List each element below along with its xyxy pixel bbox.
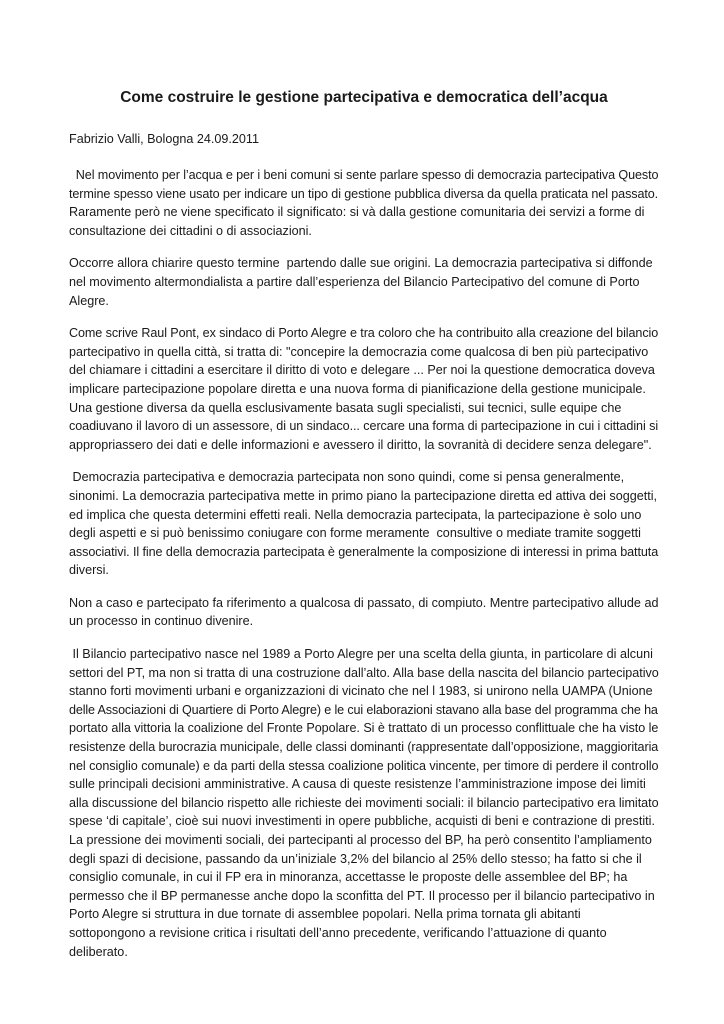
paragraph-line: stanno forti movimenti urbani e organizzazioni di vicinato che nel l 1983, si unirono nella UAMPA (Unione xyxy=(69,684,653,699)
paragraph-line: deliberato. xyxy=(69,944,128,959)
paragraph-line: implicare partecipazione popolare diretta e una nuova forma di pianificazione della gestione municipale. xyxy=(69,381,646,396)
paragraph-line: Non a caso e partecipato fa riferimento a qualcosa di passato, di compiuto. Mentre partecipativo allude ad xyxy=(69,595,659,610)
paragraph-line: Come scrive Raul Pont, ex sindaco di Porto Alegre e tra coloro che ha contribuito alla creazione del bilancio xyxy=(69,326,659,341)
paragraph-line: del chiamare i cittadini a esercitare il diritto di voto e delegare ... Per noi la questione democratica doveva xyxy=(69,363,655,378)
paragraph-line: consultazione dei cittadini o di associazioni. xyxy=(69,223,312,238)
paragraph-line: degli aspetti e si può benissimo coniugare con forme meramente consultive o mediate tramite soggetti xyxy=(69,526,641,541)
paragraph-line: sulle principali decisioni amministrative. A causa di queste resistenze l’amministrazione impose dei limiti xyxy=(69,777,646,792)
paragraphs xyxy=(69,166,659,961)
paragraph-line: resistenze della burocrazia municipale, delle classi dominanti (rappresentate dall’opposizione, maggioritaria xyxy=(69,740,659,755)
paragraph-line: coadiuvano il lavoro di un assessore, di un sindaco... cercare una forma di partecipazione in cui i cittadini si xyxy=(69,419,659,434)
paragraph-line: delle Associazioni di Quartiere di Porto Alegre) e le cui elaborazioni stavano alla base del programma che ha xyxy=(69,702,658,717)
paragraph-line: Raramente però ne viene specificato il significato: si và dalla gestione comunitaria dei servizi a forme di xyxy=(69,205,645,220)
paragraph-line: settori del PT, ma non si tratta di una costruzione dall’alto. Alla base della nascita del bilancio partecipativo xyxy=(69,665,659,680)
paragraph xyxy=(69,468,659,580)
document-title: Come costruire le gestione partecipativa e democratica dell’acqua xyxy=(120,89,608,106)
paragraph-line: nel consiglio comunale) e da parti della stessa coalizione politica vincente, per timore di perdere il controllo xyxy=(69,758,659,773)
paragraph-line: sinonimi. La democrazia partecipativa mette in primo piano la partecipazione diretta ed attiva dei soggetti, xyxy=(69,488,658,503)
paragraph-line: un processo in continuo divenire. xyxy=(69,614,254,629)
paragraph-line: Porto Alegre si struttura in due tornate di assemblee popolari. Nella prima tornata gli abitanti xyxy=(69,907,581,922)
paragraph-line: permesso che il BP permanesse anche dopo la sconfitta del PT. Il processo per il bilancio partecipativo in xyxy=(69,888,655,903)
paragraph-line: partecipativo in quella città, si tratta di: "concepire la democrazia come qualcosa di ben più partecipativo xyxy=(69,344,649,359)
paragraph-line: nel movimento altermondialista a partire dall’esperienza del Bilancio Partecipativo del comune di Porto xyxy=(69,274,640,289)
paragraph xyxy=(69,324,659,454)
paragraph-line: ed implica che questa determini effetti reali. Nella democrazia partecipata, la partecipazione è solo uno xyxy=(69,507,642,522)
paragraph-line: Alegre. xyxy=(69,293,109,308)
document-body xyxy=(69,86,659,975)
paragraph-line: La pressione dei movimenti sociali, dei partecipanti al processo del BP, ha però consentito l’ampliamento xyxy=(69,833,652,847)
paragraph-line: appropriassero dei dati e delle informazioni e avessero il diritto, la sovranità di decidere senza delegare". xyxy=(69,437,652,452)
paragraph-line: sottopongono a revisione critica i risultati dell’anno precedente, verificando l’attuazione di quanto xyxy=(69,925,607,940)
paragraph xyxy=(69,594,659,631)
paragraph-line: alla discussione del bilancio rispetto alle richieste dei movimenti sociali: il bilancio partecipativo era limitato xyxy=(69,795,659,810)
paragraph-line: consiglio comunale, in cui il FP era in minoranza, accettasse le proposte delle assemblee del BP; ha xyxy=(69,870,628,885)
paragraph-line: diversi. xyxy=(69,563,109,578)
paragraph-line: associativi. Il fine della democrazia partecipata è generalmente la composizione di interessi in prima battuta xyxy=(69,544,659,559)
paragraph xyxy=(69,645,659,961)
author-line: Fabrizio Valli, Bologna 24.09.2011 xyxy=(69,132,259,146)
paragraph-line: termine spesso viene usato per indicare un tipo di gestione pubblica diversa da quella praticata nel passato. xyxy=(69,186,659,201)
paragraph-line: Nel movimento per l’acqua e per i beni comuni si sente parlare spesso di democrazia partecipativa Questo xyxy=(69,168,659,182)
paragraph-line: spese ‘di capitale’, cioè sui nuovi investimenti in opere pubbliche, acquisti di beni e contrazione di prestiti. xyxy=(69,814,655,829)
paragraph xyxy=(69,166,659,240)
paragraph xyxy=(69,254,659,310)
paragraph-line: Occorre allora chiarire questo termine partendo dalle sue origini. La democrazia partecipativa si diffonde xyxy=(69,256,653,271)
paragraph-line: Il Bilancio partecipativo nasce nel 1989 a Porto Alegre per una scelta della giunta, in particolare di alcuni xyxy=(69,647,653,662)
paragraph-line: degli spazi di decisione, passando da un’iniziale 3,2% del bilancio al 25% dello stesso; ha fatto si che il xyxy=(69,851,642,866)
paragraph-line: Democrazia partecipativa e democrazia partecipata non sono quindi, come si pensa generalmente, xyxy=(69,470,625,485)
paragraph-line: Una gestione diversa da quella esclusivamente basata sugli specialisti, sui tecnici, sulle equipe che xyxy=(69,400,622,415)
paragraph-line: portato alla vittoria la coalizione del Fronte Popolare. Si è trattato di un processo conflittuale che ha visto le xyxy=(69,721,659,736)
